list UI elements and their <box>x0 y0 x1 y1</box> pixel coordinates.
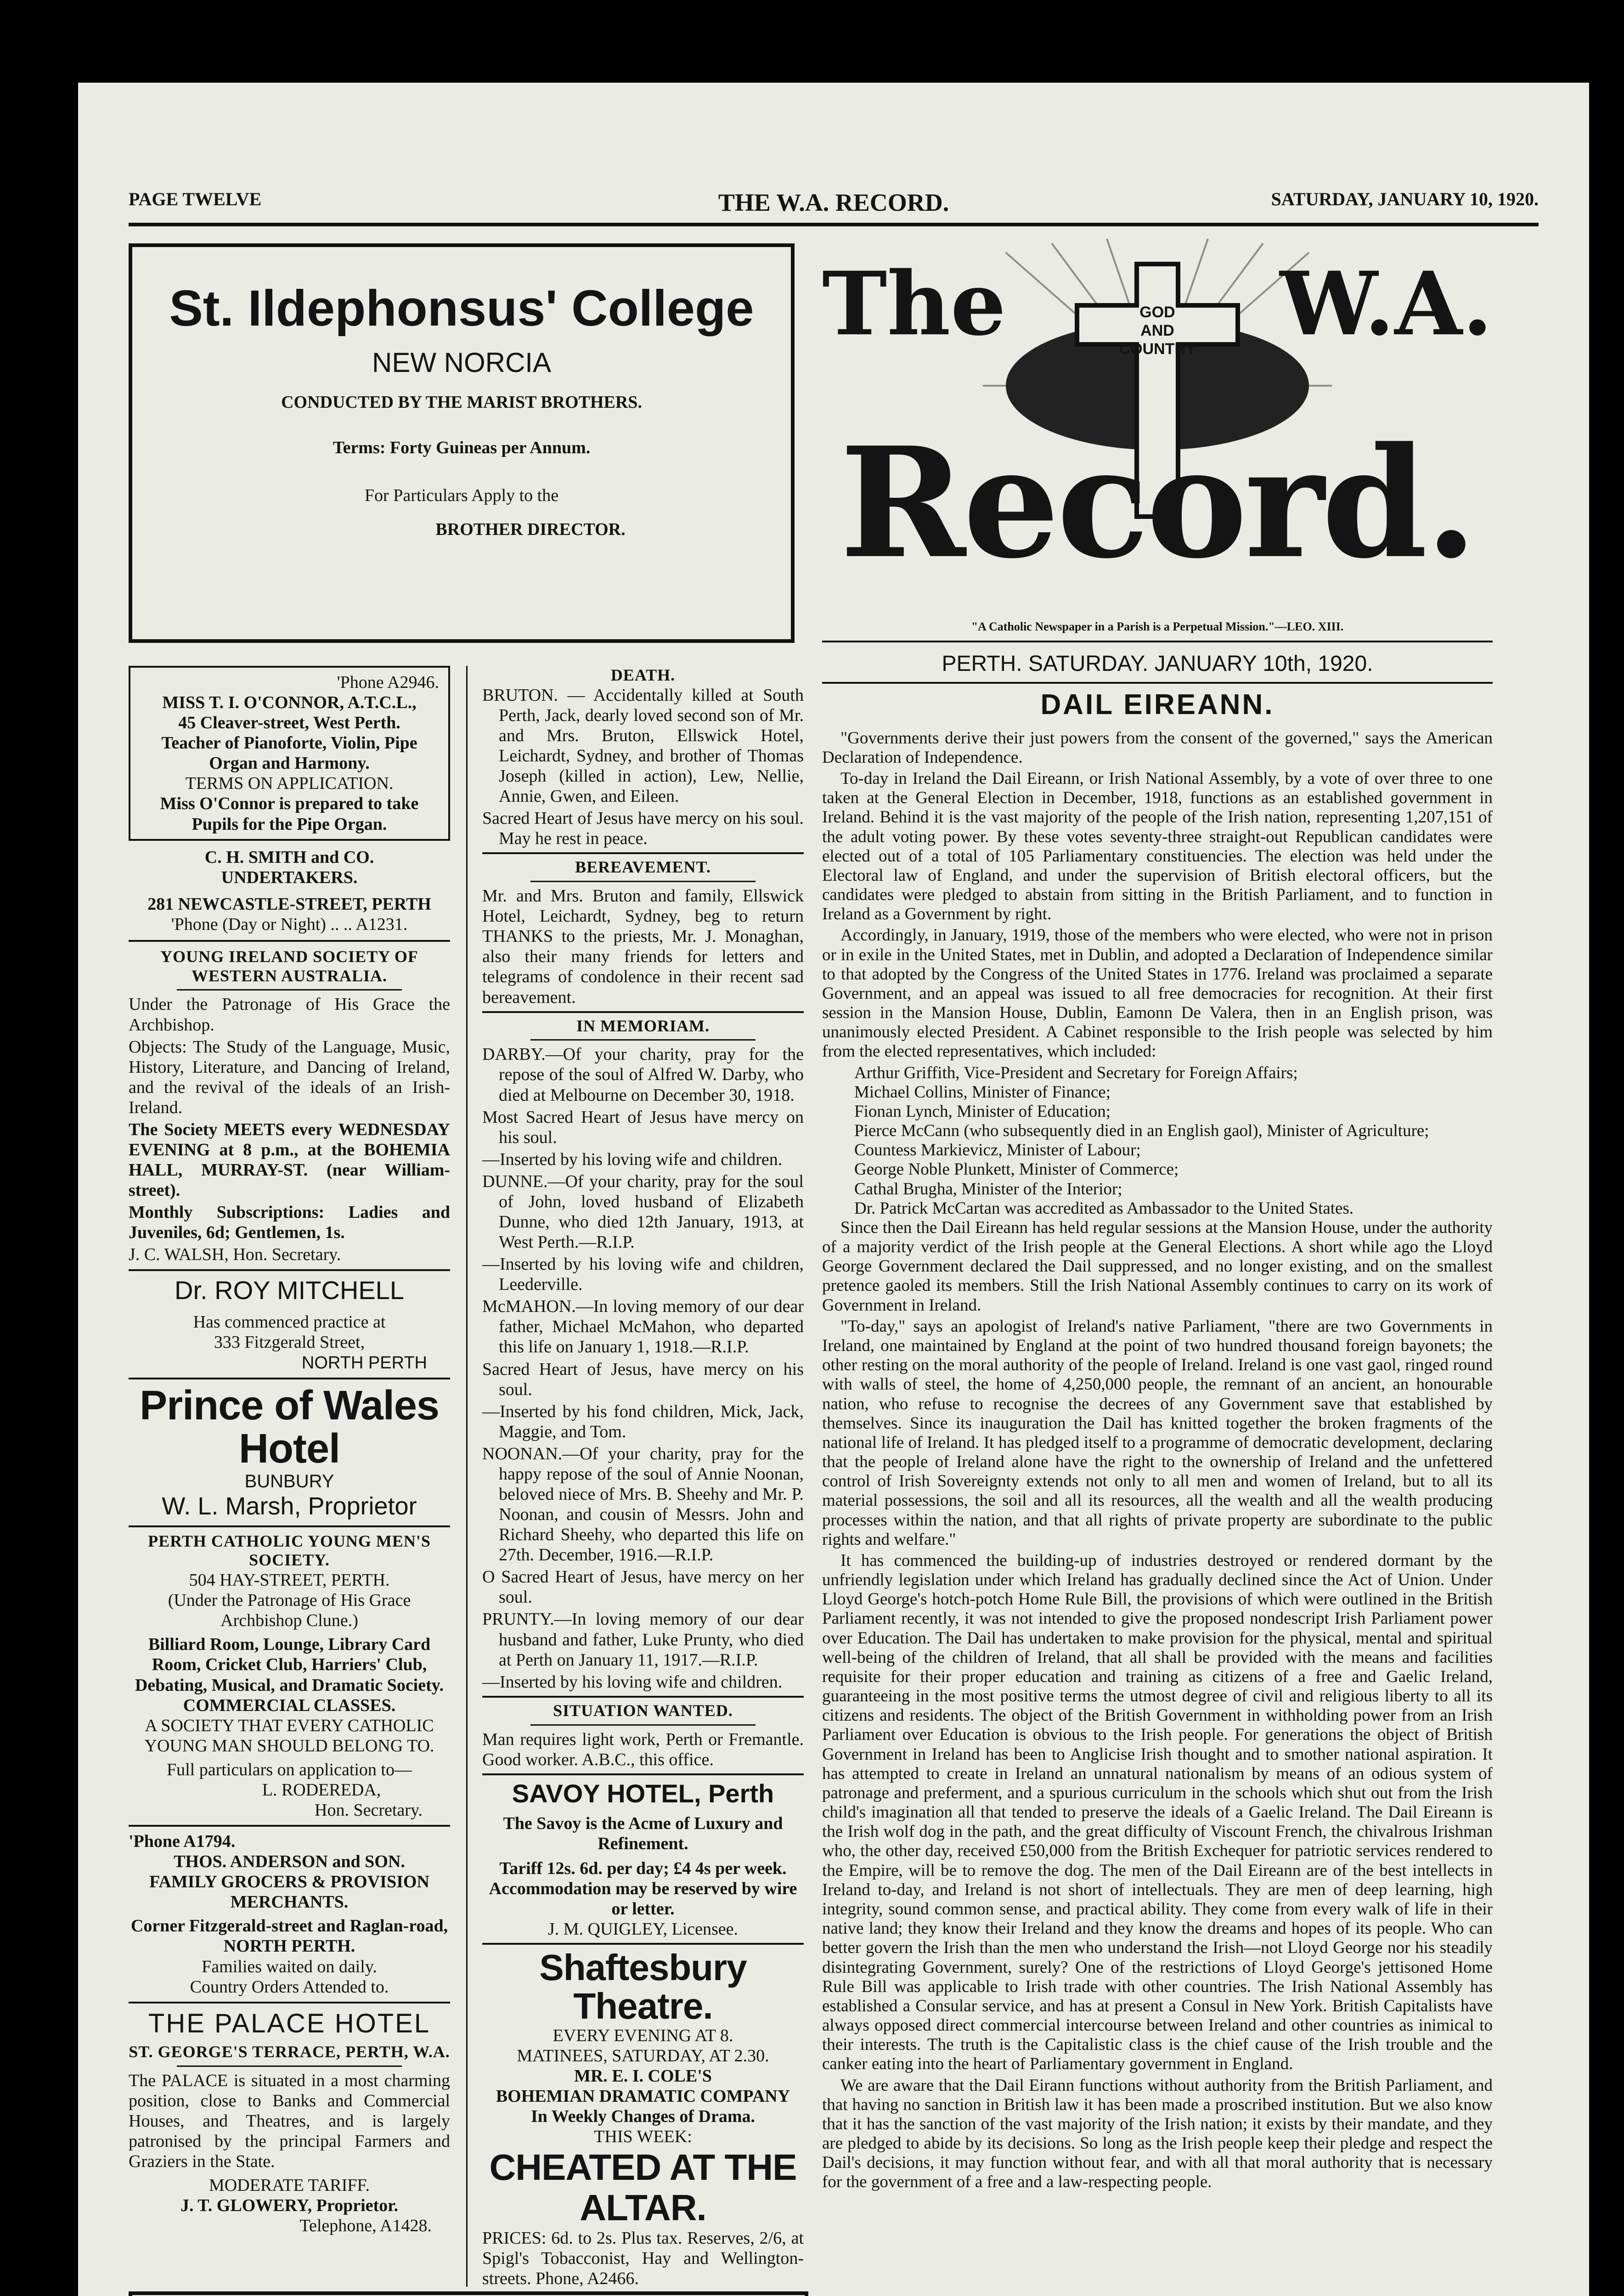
ad-st-gertrudes <box>129 2291 808 2296</box>
masthead-wa: W.A. <box>1280 253 1493 355</box>
masthead-motto: "A Catholic Newspaper in a Parish is a Perpetual Mission."—LEO. XIII. <box>971 620 1344 633</box>
ad-shaftesbury: Shaftesbury Theatre. EVERY EVENING AT 8. MATINEES, SATURDAY, AT 2.30. MR. E. I. COLE'S BOHEMIAN DRAMATIC COMPANY In Weekly Changes of Drama. THIS WEEK: CHEATED AT THE ALTAR. PRICES: 6d. to 2s. Plus tax. Reserves, 2/6, at Spigl's Tobacconist, Hay and Wellington-streets. Phone, A2466. <box>482 1947 804 2288</box>
situation-wanted-heading: SITUATION WANTED. <box>553 1701 733 1720</box>
ad-palace-hotel: THE PALACE HOTEL ST. GEORGE'S TERRACE, PERTH, W.A. The PALACE is situated in a most charming position, close to Banks and Commercial Houses, and Theatres, and is largely patronised by the principal Farmers and Graziers in the State. MODERATE TARIFF. J. T. GLOWERY, Proprietor. Telephone, A1428. <box>129 2008 450 2236</box>
notices-column: DEATH. BRUTON. — Accidentally killed at South Perth, Jack, dearly loved second son of Mr. and Mrs. Bruton, Ellswick Hotel, Leichardt, Sydney, and brother of Thomas Joseph (killed in action), Lew, Nellie, Annie, Gwen, and Eileen. Sacred Heart of Jesus have mercy on his soul. May he rest in peace. BEREAVEMENT. Mr. and Mrs. Bruton and family, Ellswick Hotel, Leichardt, Sydney, beg to return THANKS to the priests, Mr. J. Monaghan, also their many friends for letters and telegrams of condolence in their recent sad bereavement. IN MEMORIAM. DARBY.—Of your charity, pray for the repose of the soul of Alfred W. Darby, who died at Melbourne on December 30, 1918. Most Sacred Heart of Jesus have mercy on his soul. —Inserted by his loving wife and children. DUNNE.—Of your charity, pray for the soul of John, loved husband of Elizabeth Dunne, who died 12th January, 1913, at West Perth.—R.I.P. —Inserted by his loving wife and children, Leederville. McMAHON.—In loving memory of our dear father, Michael McMahon, who departed this life on January 1, 1918.—R.I.P. Sacred Heart of Jesus, have mercy on his soul. —Inserted by his fond children, Mick, Jack, Maggie, and Tom. NOONAN.—Of your charity, pray for the happy repose of the soul of Annie Noonan, beloved niece of Mrs. B. Sheehy and Mr. P. Noonan, and cousin of Messrs. John and Richard Sheehy, who departed this life on 27th. December, 1916.—R.I.P. O Sacred Heart of Jesus, have mercy on her soul. PRUNTY.—In loving memory of our dear husband and father, Luke Prunty, who died at Perth on January 11, 1917.—R.I.P. —Inserted by his loving wife and children. SITUATION WANTED. Man requires light work, Perth or Fremantle. Good worker. A.B.C., this office. SAVOY HOTEL, Perth The Savoy is the Acme of Luxury and Refinement. Tariff 12s. 6d. per day; £4 4s per week. Accommodation may be reserved by wire or letter. J. M. QUIGLEY, Licensee. Shaftesbury Theatre. EVERY EVENING AT 8. MATINEES, SATURDAY, AT 2.30. MR. E. I. COLE'S BOHEMIAN DRAMATIC COMPANY In Weekly Changes of Drama. THIS WEEK: CHEATED AT THE ALTAR. PRICES: 6d. to 2s. Plus tax. Reserves, 2/6, at Spigl's Tobacconist, Hay and Wellington-streets. Phone, A2466. <box>482 666 804 2288</box>
ad-pcymc: PERTH CATHOLIC YOUNG MEN'S SOCIETY. 504 HAY-STREET, PERTH. (Under the Patronage of His Grace Archbishop Clune.) Billiard Room, Lounge, Library Card Room, Cricket Club, Harriers' Club, Debating, Musical, and Dramatic Society. COMMERCIAL CLASSES. A SOCIETY THAT EVERY CATHOLIC YOUNG MAN SHOULD BELONG TO. Full particulars on application to— L. RODEREDA, Hon. Secretary. <box>135 1531 444 1820</box>
left-column <box>129 666 450 2236</box>
ad-mitchell: Dr. ROY MITCHELL Has commenced practice at 333 Fitzgerald Street, NORTH PERTH <box>175 1276 427 1373</box>
ad-smith: C. H. SMITH and CO. UNDERTAKERS. 281 NEWCASTLE-STREET, PERTH 'Phone (Day or Night) .. .. A1231. <box>147 847 431 934</box>
bereavement-heading: BEREAVEMENT. <box>575 858 711 877</box>
editorial: DAIL EIREANN. "Governments derive their just powers from the consent of the governed," says the American Declaration of Independence. To-day in Ireland the Dail Eireann, or Irish National Assembly, by a vote of over three to one taken at the General Election in December, 1918, functions as an established government in Ireland. Behind it is the vast majority of the people of the Irish nation, representing 1,207,151 of the adult voting power. By these votes seventy-three straight-out Republican candidates were elected out of a total of 105 Parliamentary constituencies. The election was held under the Electoral law of England, and under the supervision of British electoral officers, but the candidates were pledged to abstain from sitting in the British Parliament, and to function in Ireland as a Government by right. Accordingly, in January, 1919, those of the members who were elected, who were not in prison or in exile in the United States, met in Dublin, and adopted a Declaration of Independence similar to that adopted by the Congress of the United States in 1776. Ireland was proclaimed a separate Government, and an appeal was issued to all free democracies for recognition. At their first session in the Mansion House, Dublin, Eamonn De Valera, then in an English prison, was unanimously elected President. A Cabinet responsible to the Irish people was selected by him from the elected representatives, which included: Arthur Griffith, Vice-President and Secretary for Foreign Affairs; Michael Collins, Minister of Finance; Fionan Lynch, Minister of Education; Pierce McCann (who subsequently died in an English gaol), Minister of Agriculture; Countess Markievicz, Minister of Labour; George Noble Plunkett, Minister of Commerce; Cathal Brugha, Minister of the Interior; Dr. Patrick McCartan was accredited as Ambassador to the United States. Since then the Dail Eireann has held regular sessions at the Mansion House, under the authority of a majority verdict of the Irish people at the General Elections. A short while ago the Lloyd George Government declared the Dail suppressed, and no longer existing, and on the smallest pretence gaoled its members. Still the Irish National Assembly continues to carry on its work of Government in Ireland. "To-day," says an apologist of Ireland's native Parliament, "there are two Governments in Ireland, one maintained by England at the point of two hundred thousand foreign bayonets; the other resting on the moral authority of the people of Ireland. Ireland is one vast gaol, ringed round with walls of steel, the home of 4,250,000 people, the remnant of an ancient, an honourable nation, who refuse to recognise the decrees of any Government save that established by themselves. Since its inauguration the Dail has knitted together the broken fragments of the national life of Ireland. It has pledged itself to a programme of democratic development, declaring that the people of Ireland alone have the right to the ownership of Ireland and the unfettered control of Irish Sovereignty extends not only to all men and women of Ireland, but to all its material possessions, the soil and all its resources, all the wealth and all the wealth producing processes within the nation, and that all rights of private property are subordinate to the public rights and welfare." It has commenced the building-up of industries destroyed or rendered dormant by the unfriendly legislation under which Ireland has gradually declined since the Act of Union. Under Lloyd George's hotch-potch Home Rule Bill, the provisions of which were outlined in the British Parliament recently, it was not intended to give the proposed nondescript Irish Parliament power over Education. The Dail has undertaken to make provision for the physical, mental and spiritual well-being of the children of Ireland, that all shall be provided with the means and facilities requisite for their proper education and training as citizens of a free and Gaelic Ireland, guaranteeing in the most positive terms the utmost degree of civil and religious liberty to all its citizens and residents. The object of the British Government in withholding power from an Irish Parliament over Education is obvious to the Irish people. For generations the object of British Government in Ireland has been to Anglicise Irish thought and to smother national aspiration. It has attempted to create in Ireland an unnatural nationalism by means of an odious system of patronage and preferment, and a spurious curriculum in the schools which shut out from the Irish child's imagination all that tended to preserve the ideals of a Gaelic Ireland. The Dail Eireann is the Irish wolf dog in the path, and the great difficulty of Viscount French, the chivalrous Irishman who, the other day, received £50,000 from the British Exchequer for patriotic services rendered to the Empire, will be to remove the dog. The men of the Dail Eireann are of the best intellects in Ireland to-day, and Ireland is not short of intellectuals. They are men of deep learning, high integrity, sound common sense, and practical ability. They come from every walk of life in their native land; they know their Ireland and they know the dreams and hopes of its people. Who can better govern the Irish than the men who understand the Irish—not Lloyd George nor his steadily disintegrating Government, surely? One of the restrictions of Lloyd George's jettisoned Home Rule Bill was applicable to Irish trade with other countries. The Irish National Assembly has established a Consular service, and has at present a Consul in New York. British Capitalists have always opposed direct commercial intercourse between Ireland and other countries as inimical to their interests. The truth is the Capitalistic class is the chief cause of the Irish trouble and the canker eating into the heart of Parliamentary government in England. We are aware that the Dail Eirann functions without authority from the British Parliament, and that having no sanction in British law it has been made a proscribed institution. But we also know that it has the sanction of the vast majority of the Irish nation; it exists by their mandate, and they are pledged to abide by its decisions. So long as the Irish people keep their pledge and respect the Dail's decisions, it may function without fear, and with all that moral authority that is necessary for the government of a free and a law-respecting people. <box>822 689 1493 2192</box>
header-rule <box>129 223 1539 226</box>
page-number: PAGE TWELVE <box>129 189 262 209</box>
cross-motto: GOD AND COUNTRY <box>1119 304 1196 358</box>
page-header <box>129 188 1539 220</box>
masthead-title: Record. <box>840 414 1475 592</box>
ad-st-ildephonsus: St. Ildephonsus' College NEW NORCIA CONDUCTED BY THE MARIST BROTHERS. Terms: Forty Guineas per Annum. For Particulars Apply to the BROTHER DIRECTOR. <box>129 243 795 643</box>
ad-savoy: SAVOY HOTEL, Perth The Savoy is the Acme of Luxury and Refinement. Tariff 12s. 6d. per day; £4 4s per week. Accommodation may be reserved by wire or letter. J. M. QUIGLEY, Licensee. <box>489 1778 797 1939</box>
newspaper-page <box>78 83 1589 2296</box>
masthead-the: The <box>822 253 1006 355</box>
in-memoriam-heading: IN MEMORIAM. <box>576 1016 710 1035</box>
ad-prince-of-wales: Prince of Wales Hotel BUNBURY W. L. Marsh, Proprietor <box>140 1382 439 1520</box>
ad-anderson: 'Phone A1794. THOS. ANDERSON and SON. FAMILY GROCERS & PROVISION MERCHANTS. Corner Fitzgerald-street and Raglan-road, NORTH PERTH. Families waited on daily. Country Orders Attended to. <box>129 1832 448 1997</box>
death-heading: DEATH. <box>610 666 676 684</box>
masthead <box>822 234 1493 657</box>
issue-date: SATURDAY, JANUARY 10, 1920. <box>1271 189 1539 209</box>
dateline: PERTH. SATURDAY. JANUARY 10th, 1920. <box>942 652 1373 676</box>
ad-young-ireland: YOUNG IRELAND SOCIETY OF WESTERN AUSTRALIA. Under the Patronage of His Grace the Archbishop. Objects: The Study of the Language, Music, History, Literature, and Dancing of Ireland, and the revival of the ideals of an Irish-Ireland. The Society MEETS every WEDNESDAY EVENING at 8 p.m., at the BOHEMIA HALL, MURRAY-ST. (near William-street). Monthly Subscriptions: Ladies and Juveniles, 6d; Gentlemen, 1s. J. C. WALSH, Hon. Secretary. <box>129 947 450 1265</box>
editorial-title: DAIL EIREANN. <box>1040 689 1274 720</box>
college-name: St. Ildephonsus' College <box>169 280 754 337</box>
paper-name: THE W.A. RECORD. <box>718 189 949 216</box>
ad-oconnor: 'Phone A2946. MISS T. I. O'CONNOR, A.T.C.L., 45 Cleaver-street, West Perth. Teacher of Pianoforte, Violin, Pipe Organ and Harmony. TERMS ON APPLICATION. Miss O'Connor is prepared to take Pupils for the Pipe Organ. <box>129 666 450 841</box>
